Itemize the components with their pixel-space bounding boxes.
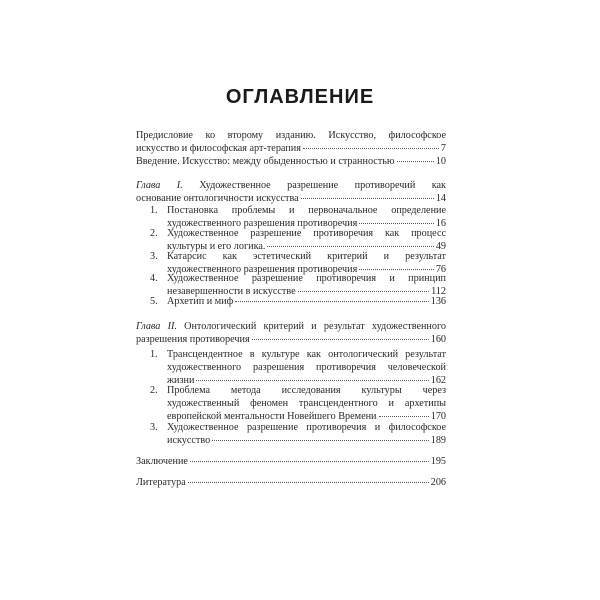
page-number: 136 bbox=[430, 296, 446, 307]
page-number: 160 bbox=[430, 334, 446, 345]
toc-last-line bbox=[136, 155, 446, 168]
dot-leader bbox=[196, 380, 428, 381]
dot-leader bbox=[298, 291, 429, 292]
page-number: 170 bbox=[430, 411, 446, 422]
item-number: 1. bbox=[150, 205, 158, 216]
item-number: 2. bbox=[150, 228, 158, 239]
toc-entry-literature bbox=[136, 476, 446, 489]
item-number: 2. bbox=[150, 385, 158, 396]
toc-entry-1-5 bbox=[150, 295, 446, 308]
dot-leader bbox=[252, 339, 429, 340]
page-number: 195 bbox=[430, 456, 446, 467]
toc-text: европейской ментальности Новейшего Времени bbox=[167, 411, 377, 422]
toc-last-line bbox=[136, 142, 446, 155]
toc-text: незавершенности в искусстве bbox=[167, 286, 296, 297]
page-number: 162 bbox=[430, 375, 446, 386]
toc-line: Постановка проблемы и первоначальное определение bbox=[167, 205, 446, 216]
toc-text: искусство и философская арт-терапия bbox=[136, 143, 301, 154]
toc-entry-2-3 bbox=[150, 421, 446, 447]
page-number: 16 bbox=[435, 218, 446, 229]
toc-line bbox=[136, 179, 446, 192]
toc-text: Онтологический критерий и результат художественного bbox=[184, 321, 446, 332]
toc-text: жизни bbox=[167, 375, 195, 386]
page-number: 112 bbox=[431, 286, 446, 297]
toc-line: Художественное разрешение противоречия и философское bbox=[167, 422, 446, 433]
toc-last-line bbox=[136, 333, 446, 346]
toc-text: Литература bbox=[136, 477, 186, 488]
item-number: 4. bbox=[150, 273, 158, 284]
toc-text: искусство bbox=[167, 435, 211, 446]
dot-leader bbox=[379, 416, 429, 417]
toc-last-line bbox=[167, 434, 446, 447]
item-number: 1. bbox=[150, 349, 158, 360]
dot-leader bbox=[301, 198, 434, 199]
dot-leader bbox=[303, 148, 439, 149]
chapter-label: Глава II. bbox=[136, 321, 177, 332]
toc-line: Художественное разрешение противоречия как процесс bbox=[167, 228, 446, 239]
toc-text: основание онтологичности искусства bbox=[136, 193, 299, 204]
item-number: 3. bbox=[150, 422, 158, 433]
page-number: 189 bbox=[430, 435, 446, 446]
page-number: 76 bbox=[435, 264, 446, 275]
toc-entry-chapter-1 bbox=[136, 179, 446, 205]
item-number: 3. bbox=[150, 251, 158, 262]
toc-line: художественного разрешения противоречия человеческой bbox=[167, 362, 446, 373]
toc-text: Введение. Искусство: между обыденностью и странностью bbox=[136, 156, 395, 167]
toc-entry-2-2 bbox=[150, 384, 446, 423]
dot-leader bbox=[359, 223, 434, 224]
dot-leader bbox=[212, 440, 429, 441]
page-number: 14 bbox=[435, 193, 446, 204]
chapter-label: Глава I. bbox=[136, 180, 183, 191]
toc-last-line bbox=[167, 295, 446, 308]
toc-line bbox=[136, 320, 446, 333]
toc-text: художественного разрешения противоречия bbox=[167, 264, 358, 275]
page-number: 49 bbox=[435, 241, 446, 252]
toc-line: Художественное разрешение противоречия и принцип bbox=[167, 273, 446, 284]
toc-entry-chapter-2 bbox=[136, 320, 446, 346]
toc-entry-conclusion bbox=[136, 455, 446, 468]
toc-text: культуры и его логика. bbox=[167, 241, 266, 252]
toc-text: художественного разрешения противоречия bbox=[167, 218, 358, 229]
toc-text: Художественное разрешение противоречий как bbox=[199, 180, 446, 191]
toc-last-line bbox=[136, 476, 446, 489]
toc-text: Архетип и миф bbox=[167, 296, 234, 307]
dot-leader bbox=[359, 269, 434, 270]
dot-leader bbox=[188, 482, 429, 483]
dot-leader bbox=[397, 161, 434, 162]
toc-last-line bbox=[136, 455, 446, 468]
toc-entry-preface bbox=[136, 129, 446, 155]
toc-line: художественный феномен трансцендентного и архетипы bbox=[167, 398, 446, 409]
toc-text: разрешения противоречия bbox=[136, 334, 250, 345]
page-number: 7 bbox=[440, 143, 446, 154]
dot-leader bbox=[190, 461, 429, 462]
toc-line: Катарсис как эстетический критерий и результат bbox=[167, 251, 446, 262]
page-number: 206 bbox=[430, 477, 446, 488]
page-title: ОГЛАВЛЕНИЕ bbox=[225, 86, 375, 108]
dot-leader bbox=[267, 246, 433, 247]
toc-line: Предисловие ко второму изданию. Искусство, философское bbox=[136, 130, 446, 141]
toc-line: Проблема метода исследования культуры через bbox=[167, 385, 446, 396]
toc-text: Заключение bbox=[136, 456, 188, 467]
dot-leader bbox=[235, 301, 429, 302]
item-number: 5. bbox=[150, 296, 158, 307]
page-number: 10 bbox=[435, 156, 446, 167]
toc-entry-2-1 bbox=[150, 348, 446, 387]
toc-line: Трансцендентное в культуре как онтологический результат bbox=[167, 349, 446, 360]
toc-entry-introduction bbox=[136, 155, 446, 168]
